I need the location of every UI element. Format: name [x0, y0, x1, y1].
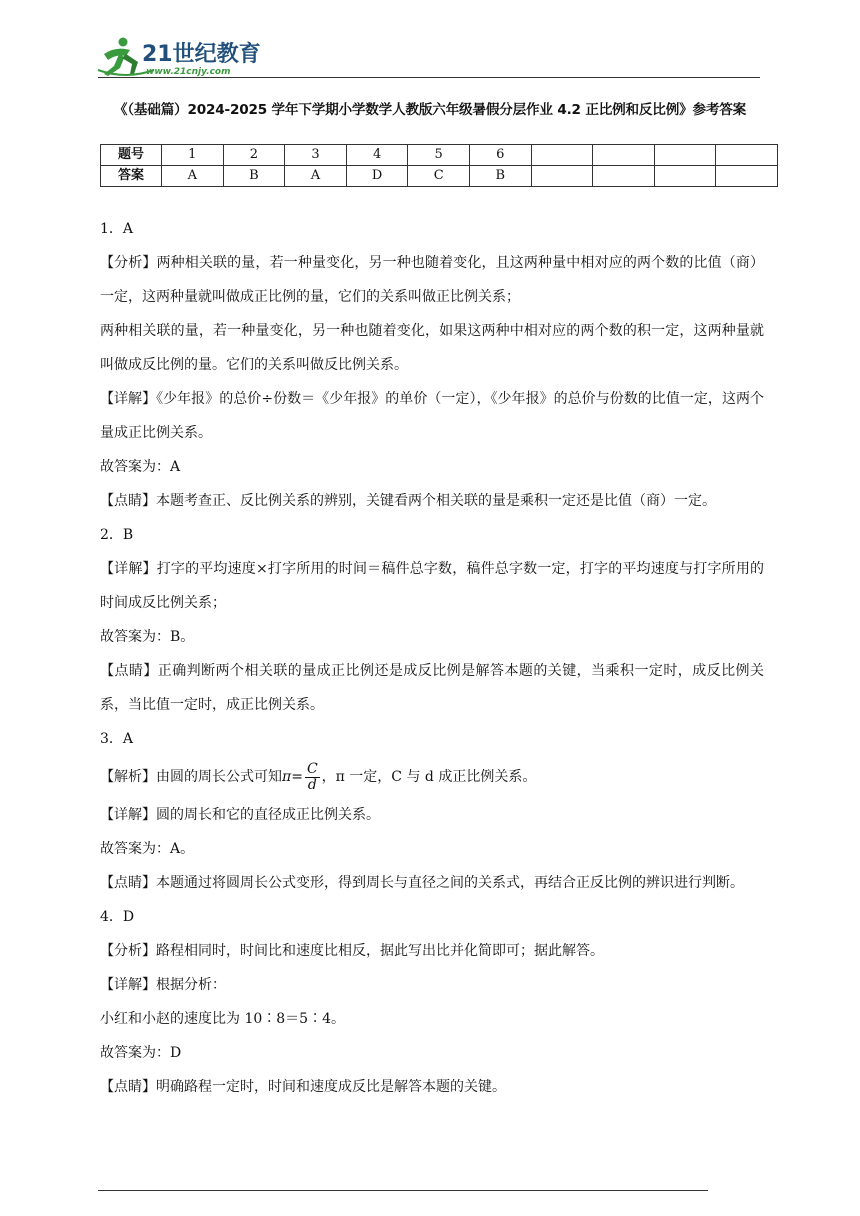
question-number-cell: 1	[162, 145, 224, 166]
paragraph: 【详解】圆的周长和它的直径成正比例关系。	[100, 807, 380, 823]
paragraph: 【分析】两种相关联的量，若一种量变化，另一种也随着变化，且这两种量中相对应的两个数的比值（商）一定，这两种量就叫做成正比例的量，它们的关系叫做正比例关系；	[100, 255, 764, 305]
question-number-cell	[531, 145, 593, 166]
question-number-cell: 2	[223, 145, 285, 166]
question-heading: 3．A	[100, 731, 134, 747]
answer-cell: B	[469, 166, 531, 187]
logo-url-text: www.21cnjy.com	[146, 67, 231, 77]
paragraph: 【点睛】本题考查正、反比例关系的辨别，关键看两个相关联的量是乘积一定还是比值（商）一定。	[100, 493, 716, 509]
solutions-body	[100, 212, 764, 1104]
answer-cell: D	[346, 166, 408, 187]
answer-table	[100, 144, 778, 187]
fraction	[305, 762, 320, 793]
answer-cell	[716, 166, 778, 187]
paragraph: 故答案为：A	[100, 459, 181, 475]
question-heading: 1．A	[100, 221, 134, 237]
answer-cell	[593, 166, 655, 187]
fraction-numerator: C	[306, 760, 318, 777]
paragraph: 故答案为：B。	[100, 629, 195, 645]
question-number-cell: 4	[346, 145, 408, 166]
question-number-cell: 5	[408, 145, 470, 166]
answer-cell: A	[285, 166, 347, 187]
question-number-cell	[716, 145, 778, 166]
paragraph: 故答案为：D	[100, 1045, 182, 1061]
paragraph: 【点睛】本题通过将圆周长公式变形，得到周长与直径之间的关系式，再结合正反比例的辨识进行判断。	[100, 875, 744, 891]
paragraph: 【详解】《少年报》的总价÷份数＝《少年报》的单价（一定），《少年报》的总价与份数的比值一定，这两个量成正比例关系。	[100, 391, 764, 441]
equals-sign: =	[291, 769, 303, 785]
row-label-number: 题号	[101, 145, 162, 166]
paragraph: 故答案为：A。	[100, 841, 195, 857]
paragraph: 【点睛】明确路程一定时，时间和速度成反比是解答本题的关键。	[100, 1079, 506, 1095]
row-label-answer: 答案	[101, 166, 162, 187]
document-title: 《（基础篇）2024-2025 学年下学期小学数学人教版六年级暑假分层作业 4.2 正比例和反比例》参考答案	[113, 102, 747, 118]
answer-cell: C	[408, 166, 470, 187]
paragraph: 【详解】根据分析：	[100, 977, 226, 993]
pi-symbol: π	[282, 769, 292, 785]
footer-rule	[98, 1190, 708, 1191]
question-number-cell: 3	[285, 145, 347, 166]
question-heading: 4．D	[100, 909, 135, 925]
formula-paragraph	[100, 756, 764, 798]
logo	[96, 34, 266, 80]
answer-cell	[531, 166, 593, 187]
logo-brand-text: 21世纪教育	[142, 42, 261, 67]
answer-cell: B	[223, 166, 285, 187]
paragraph: 【详解】打字的平均速度×打字所用的时间＝稿件总字数，稿件总字数一定，打字的平均速度与打字所用的时间成反比例关系；	[100, 561, 764, 611]
answer-cell	[654, 166, 716, 187]
header-rule	[98, 77, 760, 78]
question-number-cell	[654, 145, 716, 166]
paragraph: 小红和小赵的速度比为 10∶8＝5∶4。	[100, 1011, 345, 1027]
formula-tail-text: ，π 一定，C 与 d 成正比例关系。	[321, 769, 537, 785]
table-row-numbers	[101, 145, 778, 166]
question-heading: 2．B	[100, 527, 134, 543]
paragraph: 【分析】路程相同时，时间比和速度比相反，据此写出比并化简即可；据此解答。	[100, 943, 604, 959]
answer-cell: A	[162, 166, 224, 187]
formula-lead-text: 【解析】由圆的周长公式可知	[100, 769, 282, 785]
table-row-answers	[101, 166, 778, 187]
question-number-cell	[593, 145, 655, 166]
logo-graphic	[96, 34, 266, 80]
fraction-denominator: d	[307, 776, 317, 793]
paragraph: 【点睛】正确判断两个相关联的量成正比例还是成反比例是解答本题的关键，当乘积一定时，成反比例关系，当比值一定时，成正比例关系。	[100, 663, 764, 713]
paragraph: 两种相关联的量，若一种量变化，另一种也随着变化，如果这两种中相对应的两个数的积一定，这两种量就叫做成反比例的量。它们的关系叫做反比例关系。	[100, 323, 764, 373]
question-number-cell: 6	[469, 145, 531, 166]
